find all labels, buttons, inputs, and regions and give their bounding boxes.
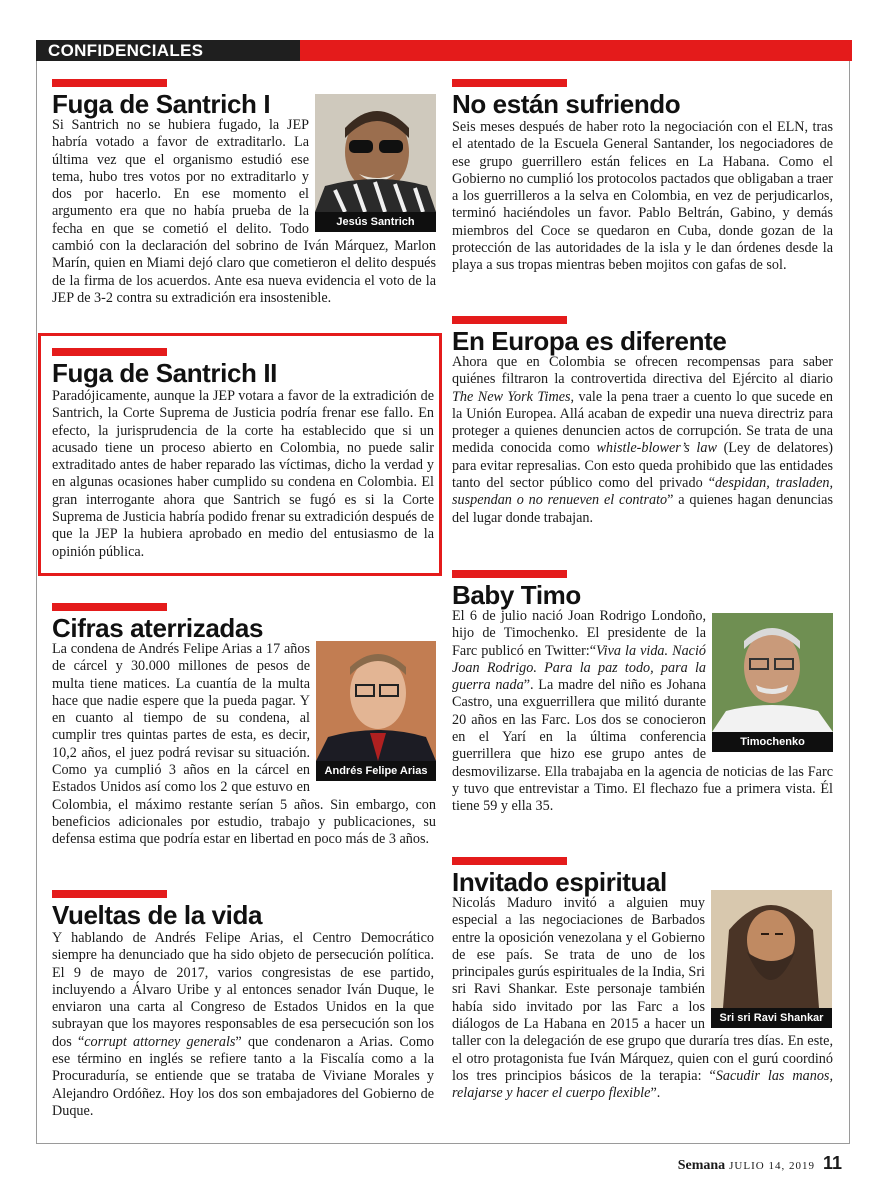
photo-caption: Sri sri Ravi Shankar [711,1008,832,1028]
article-title: Vueltas de la vida [52,900,263,930]
body-text: ” a quienes hagan denuncias del lugar donde trabajan. [452,492,833,526]
article-red-bar [52,348,167,356]
article-red-bar [52,79,167,87]
photo-caption: Timochenko [712,732,833,752]
article-invitado-espiritual [452,857,833,1127]
article-title: En Europa es diferente [452,326,727,356]
article-body [452,354,833,527]
article-body: Paradójicamente, aunque la JEP votara a favor de la extradición de Santrich, la Corte Suprema de Justicia podría frenar ese fallo. En efecto, la jurisprudencia de la corte ha establecido que si un acusado tiene un proceso abierto en Colombia, no puede salir extraditado antes de haber reparado las víctimas, dicho la verdad y en algunas ocasiones haber cumplido su condena en Colombia. El gran interrogante ahora que Santrich se fugó es si la Corte Suprema de Justicia habría podido frenar su extradición después de que la JEP la hubiera aprobado en medio del entusiasmo de la opinión pública. [52,388,434,560]
photo-wrap-spacer [706,613,833,761]
article-red-bar [52,890,167,898]
page-footer [678,1153,842,1174]
photo-caption: Jesús Santrich [315,212,436,232]
article-red-bar [52,603,167,611]
article-title: Fuga de Santrich I [52,89,271,119]
article-en-europa-es-diferente [452,316,833,546]
article-baby-timo [452,570,833,832]
body-italic-text: corrupt attorney generals [84,1033,236,1050]
section-label: CONFIDENCIALES [48,41,204,60]
photo-caption: Andrés Felipe Arias [316,761,436,781]
article-fuga-santrich-1 [52,79,436,324]
photo-wrap-spacer [310,641,436,785]
article-title: No están sufriendo [452,89,681,119]
photo-wrap-spacer [309,117,436,236]
photo-wrap-spacer [705,895,833,1032]
body-text: El 6 de julio nació Joan Rodrigo Londoño, hijo de Timochenko. El presidente de la Farc publicó en Twitter:“ [452,608,706,659]
body-italic-text: whistle-blower’s law [596,440,717,457]
article-red-bar [452,79,567,87]
article-body: Si Santrich no se hubiera fugado, la JEP habría votado a favor de extraditarlo. La última vez que el organismo estudió ese tema, hubo tres votos por no extraditarlo y dos por hacerlo. En ese momento el argumento era que no había prueba de la fecha en que se cometió el delito. Todo cambió con la declaración del sobrino de Iván Márquez, Marlon Marín, quien en Miami dejó claro que cometieron el delito después de la firma de los acuerdos. Ante esa nueva evidencia el voto de la JEP de 3-2 contra su extradición era insostenible. [52,117,436,306]
body-italic-text: Sacudir las manos, relajarse y hacer el cuerpo flexible [452,1067,833,1102]
issue-date: JULIO 14, 2019 [729,1160,815,1172]
article-body: La condena de Andrés Felipe Arias a 17 años de cárcel y 30.000 millones de pesos de multa tiene matices. La cuantía de la multa hace que nadie espere que la pueda pagar. Y en cuanto al tiempo de su condena, al cumplir tres quintas partes de esta, es decir, 10,2 años, el juez podrá revisar su situación. Como ya cumplió 3 años en la cárcel en Estados Unidos así como los 2 que estuvo en Colombia, el máximo restante serían 5 años. Sin embargo, con beneficios adicionales por estudio, trabajo y publicaciones, su defensa estima que podría estar en libertad en poco más de 3 años. [52,641,436,848]
section-band-red [300,40,852,61]
article-title: Cifras aterrizadas [52,613,264,643]
body-text: ” que condenaron a Arias. Como ese término en inglés se refiere tanto a la Fiscalía como a la Procuraduría, se entiende que se trataba de Viviane Morales y Alejandro Ordóñez. Hoy los dos son embajadores del Gobierno de Duque. [52,1033,435,1119]
article-vueltas-de-la-vida [52,890,436,1120]
body-italic-text: Viva la vida. Nació Joan Rodrigo. Para la paz todo, para la guerra nada [452,642,706,694]
body-text: (Ley de delatores) para evitar represalias. Con esto queda prohibido que las entidades tanto del sector público como del privado “ [452,440,833,492]
section-band [36,40,852,61]
article-body [452,895,833,1103]
body-text: ”. [650,1085,661,1102]
article-fuga-santrich-2 [52,348,436,573]
article-title: Invitado espiritual [452,867,667,897]
article-cifras-aterrizadas [52,603,436,863]
article-red-bar [452,857,567,865]
article-body: Seis meses después de haber roto la negociación con el ELN, tras el atentado de la Escuela General Santander, los negociadores de ese grupo guerrillero están felices en La Habana. Como el Gobierno no cumplió los protocolos pactados que obligaban a traer a los guerrilleros a la selva en Colombia, en vez de perjudicarlos, terminó haciéndoles un favor. Pablo Beltrán, Gabino, y demás miembros del Coce se quedaron en Cuba, donde gozan de la protección de las autoridades de la isla y le dan órdenes desde la playa a sus tropas mientras beben mojitos con gafas de sol. [452,119,833,274]
body-text: , vale la pena traer a cuento lo que sucede en la Unión Europea. Allá acaban de expedir una nueva directriz para proteger a quienes denuncien actos de corrupción. Se trata de una medida conocida como [452,388,833,457]
article-no-estan-sufriendo [452,79,833,299]
body-italic-text: The New York Times [452,388,571,405]
page-number: 11 [822,1153,842,1173]
body-italic-text: despidan, trasladen, suspendan o no renueven el contrato [452,475,834,509]
article-body [452,608,833,816]
article-body [52,930,434,1120]
body-text: ”. La madre del niño es Johana Castro, una exguerrillera que militó durante 20 años en las Farc. Los dos se conocieron en el Yarí en la última conferencia guerrillera que hizo ese grupo antes de desmovilizarse. Ella trabajaba en la agencia de noticias de las Farc y tuvo que entrevistar a Timo. El flechazo fue a primera vista. Él tiene 59 y ella 35. [452,677,833,815]
article-red-bar [452,316,567,324]
magazine-name: Semana [677,1158,726,1173]
body-text: Nicolás Maduro invitó a alguien muy especial a las negociaciones de Barbados entre la oposición venezolana y el Gobierno de ese país. Se trata de uno de los principales gurús espirituales de la India, Sri sri Ravi Shankar. Este personaje también había sido invitado por las Farc a los diálogos de La Habana en 2015 a hacer un taller con la delegación de ese grupo que duraría tres días. En este, el otro protagonista fue Iván Márquez, quien con el gurú coordinó los tres principios básicos de la terapia: “ [452,895,833,1084]
article-title: Fuga de Santrich II [52,358,277,388]
article-red-bar [452,570,567,578]
body-text: Y hablando de Andrés Felipe Arias, el Centro Democrático siempre ha denunciado que ha sido objeto de persecución política. El 9 de mayo de 2017, varios congresistas de ese partido, incluyendo a Álvaro Uribe y al entonces senador Iván Duque, le enviaron una carta al Congreso de Estados Unidos en la que subrayan que los mayores responsables de esa persecución son los dos “ [52,930,434,1050]
article-title: Baby Timo [452,580,581,610]
body-text: Ahora que en Colombia se ofrecen recompensas para saber quiénes filtraron la controvertida directiva del Ejército al diario [452,354,833,388]
